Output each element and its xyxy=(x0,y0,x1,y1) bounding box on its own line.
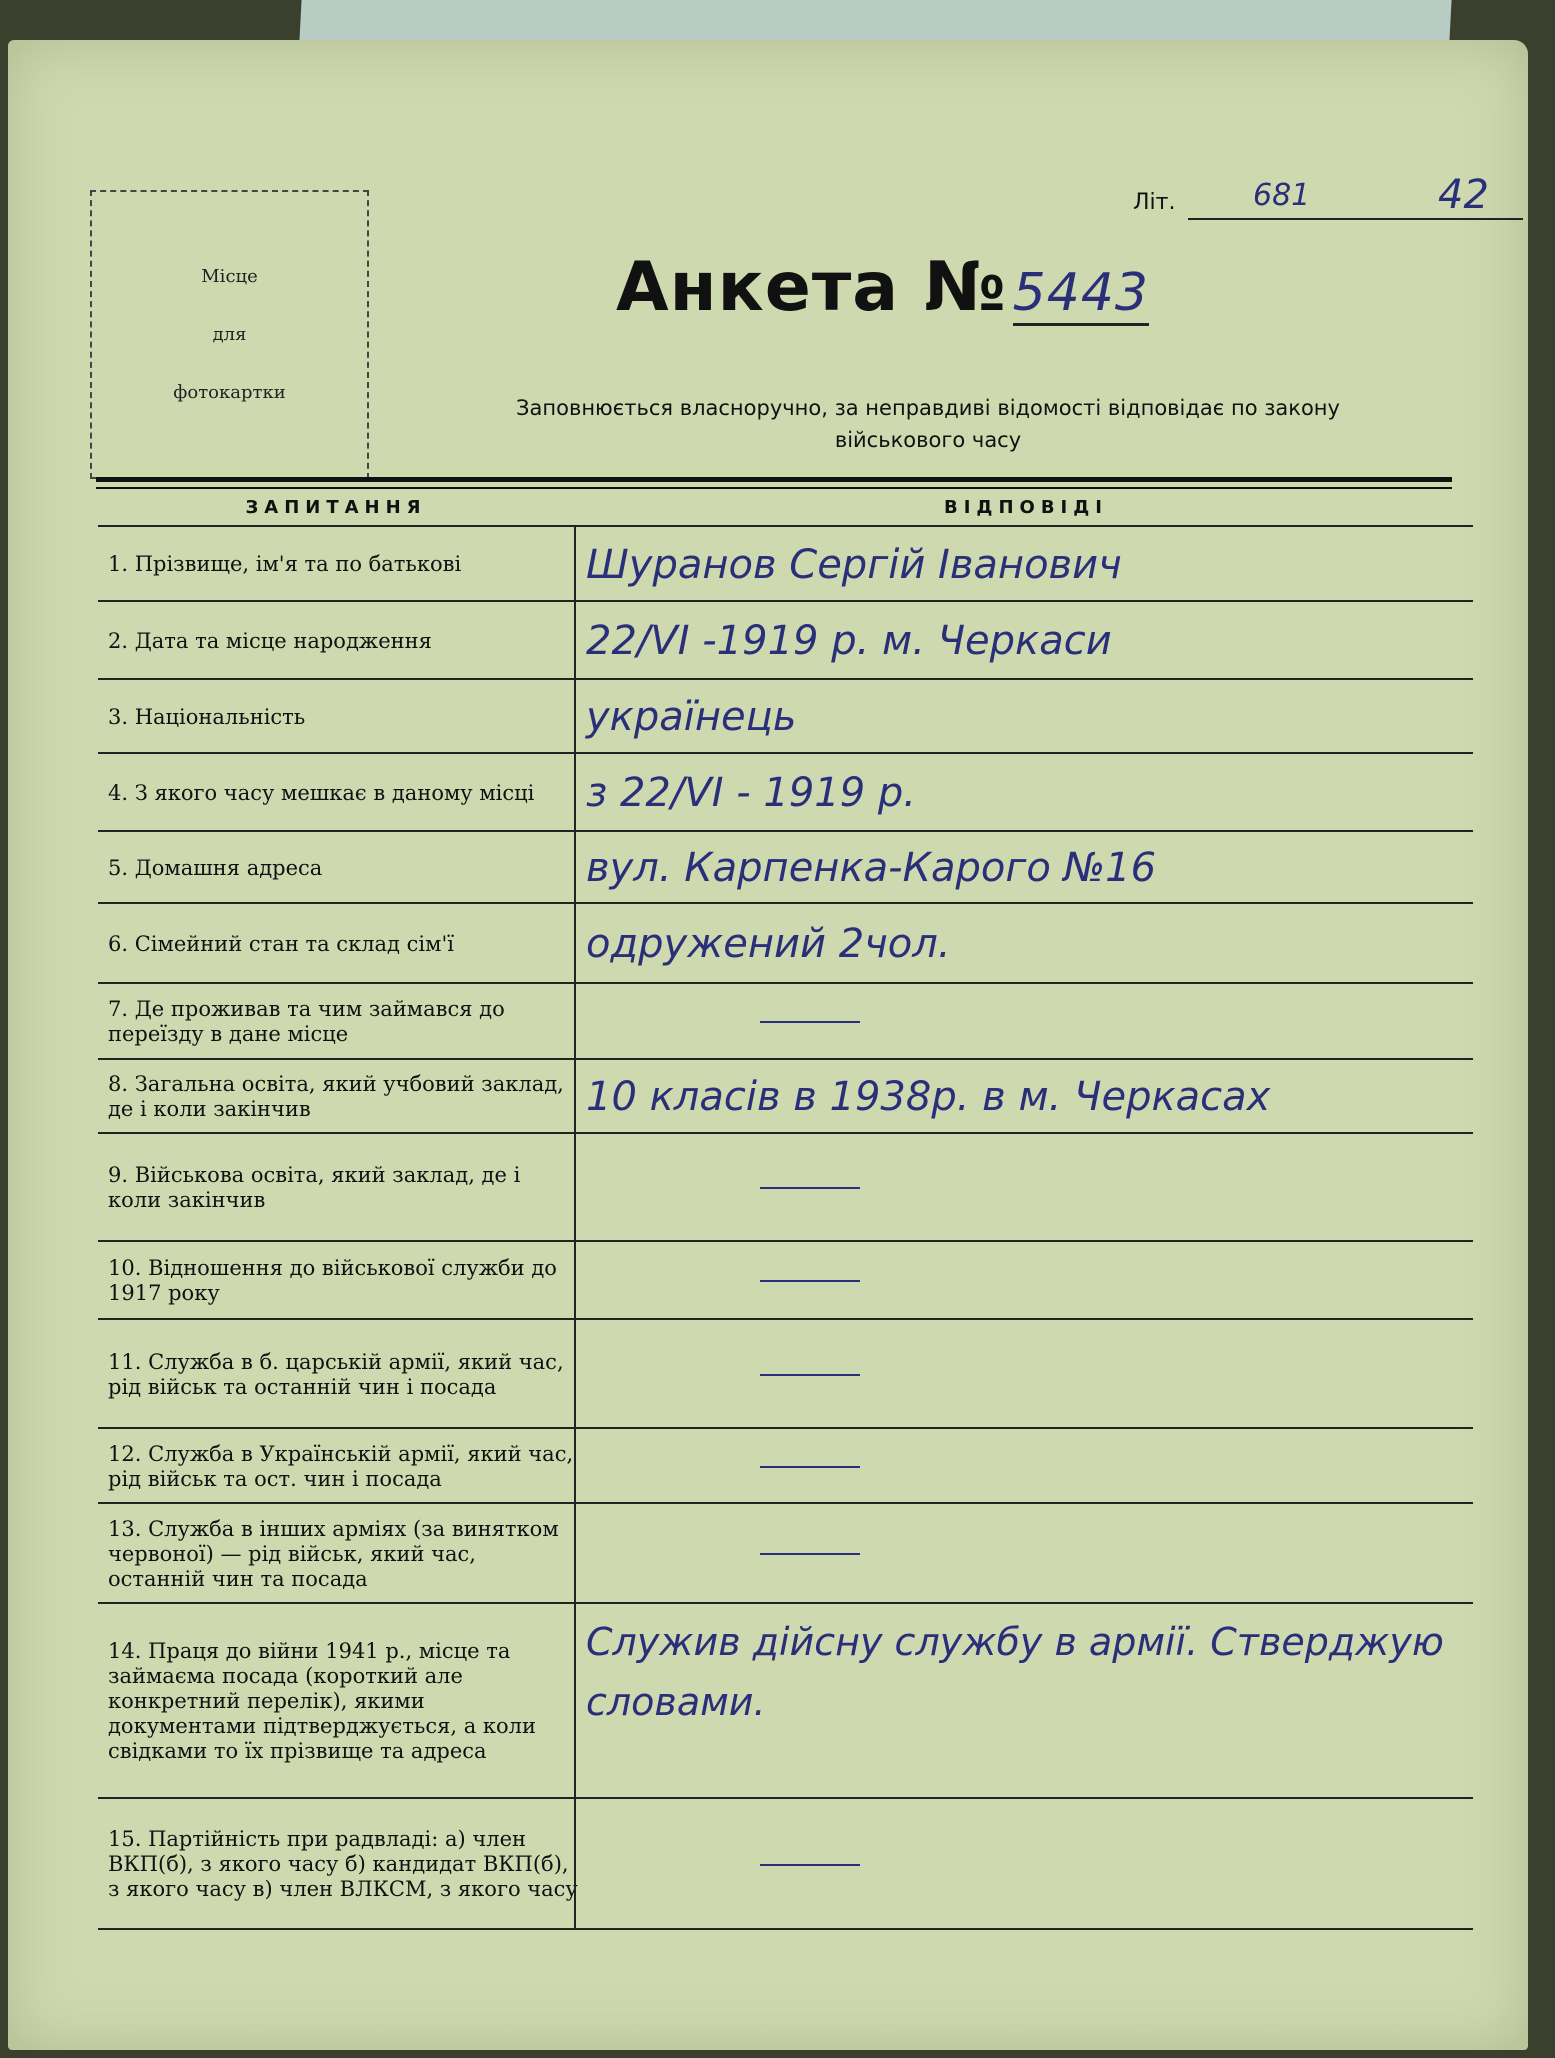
question-text: 2. Дата та місце народження xyxy=(108,628,432,653)
lit-label: Літ. xyxy=(1133,190,1176,215)
answer-cell xyxy=(586,680,1473,754)
column-header-question: ЗАПИТАННЯ xyxy=(245,497,427,518)
instructions-line1: Заповнюється власноручно, за неправдиві відомості відповідає по закону xyxy=(516,396,1340,420)
answer-cell xyxy=(586,1242,1473,1320)
table-row xyxy=(98,1318,1473,1429)
handwritten-answer: Шуранов Сергій Іванович xyxy=(586,541,1122,588)
blank-dash xyxy=(760,1280,860,1282)
answer-cell xyxy=(586,1429,1473,1504)
sheet-number: 42 xyxy=(1438,172,1489,218)
photo-label-line1: Місце xyxy=(201,265,258,287)
answer-cell xyxy=(586,1320,1473,1429)
table-row xyxy=(98,1602,1473,1799)
handwritten-answer: з 22/VI - 1919 р. xyxy=(586,770,916,816)
blank-dash xyxy=(760,1187,860,1189)
answer-cell xyxy=(586,602,1473,680)
question-cell xyxy=(98,527,578,602)
question-text: 11. Служба в б. царській армії, який час, рід військ та останній чин і посада xyxy=(108,1349,564,1399)
header-rule xyxy=(96,477,1452,482)
archive-reference xyxy=(1133,172,1523,222)
table-row xyxy=(98,1502,1473,1604)
instructions-line2: військового часу xyxy=(834,428,1022,452)
question-cell xyxy=(98,1242,578,1320)
table-row xyxy=(98,1240,1473,1320)
question-cell xyxy=(98,1604,578,1799)
answer-cell xyxy=(586,904,1473,984)
question-text: 12. Служба в Українській армії, який час, рід військ та ост. чин і посада xyxy=(108,1441,574,1491)
answer-cell xyxy=(586,984,1473,1060)
form-number: 5443 xyxy=(1013,263,1149,326)
table-row xyxy=(98,830,1473,904)
form-title xyxy=(616,248,1149,327)
handwritten-answer: вул. Карпенка-Карого №16 xyxy=(586,845,1157,891)
question-text: 10. Відношення до військової служби до 1917 року xyxy=(108,1256,557,1305)
answer-cell xyxy=(586,1060,1473,1134)
table-row xyxy=(98,600,1473,680)
question-text: 9. Військова освіта, який заклад, де і коли закінчив xyxy=(108,1163,521,1212)
answer-cell xyxy=(586,1799,1473,1930)
question-text: 3. Національність xyxy=(108,704,306,729)
table-row xyxy=(98,1058,1473,1134)
question-cell xyxy=(98,1504,578,1604)
answer-cell xyxy=(586,527,1473,602)
question-cell xyxy=(98,832,578,904)
form-instructions xyxy=(388,392,1468,456)
table-bottom-rule xyxy=(98,1928,1473,1930)
header-rule-thin xyxy=(96,487,1452,489)
question-cell xyxy=(98,680,578,754)
question-cell xyxy=(98,602,578,680)
answer-cell xyxy=(586,832,1473,904)
question-cell xyxy=(98,1799,578,1930)
question-text: 6. Сімейний стан та склад сім'ї xyxy=(108,931,454,956)
blank-dash xyxy=(760,1864,860,1866)
questionnaire-page xyxy=(8,40,1528,2050)
lit-number: 681 xyxy=(1253,178,1311,213)
table-row xyxy=(98,902,1473,984)
table-row xyxy=(98,1132,1473,1242)
handwritten-answer: 22/VI -1919 р. м. Черкаси xyxy=(586,618,1112,664)
table-row xyxy=(98,1427,1473,1504)
question-text: 13. Служба в інших арміях (за винятком червоної) — рід військ, який час, останній чин та посада xyxy=(108,1516,559,1591)
handwritten-answer: 10 класів в 1938р. в м. Черкасах xyxy=(586,1074,1271,1120)
table-row xyxy=(98,525,1473,602)
blank-dash xyxy=(760,1374,860,1376)
question-cell xyxy=(98,1320,578,1429)
question-text: 8. Загальна освіта, який учбовий заклад, де і коли закінчив xyxy=(108,1072,564,1121)
table-row xyxy=(98,752,1473,832)
question-text: 7. Де проживав та чим займався до переїзду в дане місце xyxy=(108,997,505,1046)
answer-cell xyxy=(586,754,1473,832)
blank-dash xyxy=(760,1553,860,1555)
question-text: 5. Домашня адреса xyxy=(108,855,323,880)
question-text: 14. Праця до війни 1941 р., місце та займаєма посада (короткий але конкретний перелік), якими документами підтверджується, а коли свідками то їх прізвище та адреса xyxy=(108,1639,536,1763)
photo-label-line3: фотокартки xyxy=(173,381,286,403)
column-header-answer: ВІДПОВІДІ xyxy=(944,497,1108,518)
answer-cell xyxy=(586,1134,1473,1242)
question-cell xyxy=(98,1060,578,1134)
handwritten-answer: українець xyxy=(586,694,797,740)
question-text: 1. Прізвище, ім'я та по батькові xyxy=(108,552,462,576)
question-cell xyxy=(98,984,578,1060)
question-cell xyxy=(98,1134,578,1242)
photo-label-line2: для xyxy=(212,323,247,345)
blank-dash xyxy=(760,1466,860,1468)
photo-placeholder xyxy=(90,190,369,479)
question-cell xyxy=(98,904,578,984)
question-cell xyxy=(98,754,578,832)
table-row xyxy=(98,982,1473,1060)
answer-cell xyxy=(586,1604,1473,1799)
question-text: 4. З якого часу мешкає в даному місці xyxy=(108,780,535,805)
form-title-text: Анкета № xyxy=(616,248,1007,327)
handwritten-answer: Служив дійсну службу в армії. Стверджую словами. xyxy=(586,1620,1444,1724)
question-text: 15. Партійність при радвладі: а) член ВКП(б), з якого часу б) кандидат ВКП(б), з якого часу в) член ВЛКСМ, з якого часу xyxy=(108,1827,578,1901)
answer-cell xyxy=(586,1504,1473,1604)
table-row xyxy=(98,678,1473,754)
table-row xyxy=(98,1797,1473,1930)
blank-dash xyxy=(760,1021,860,1023)
question-cell xyxy=(98,1429,578,1504)
handwritten-answer: одружений 2чол. xyxy=(586,921,951,967)
